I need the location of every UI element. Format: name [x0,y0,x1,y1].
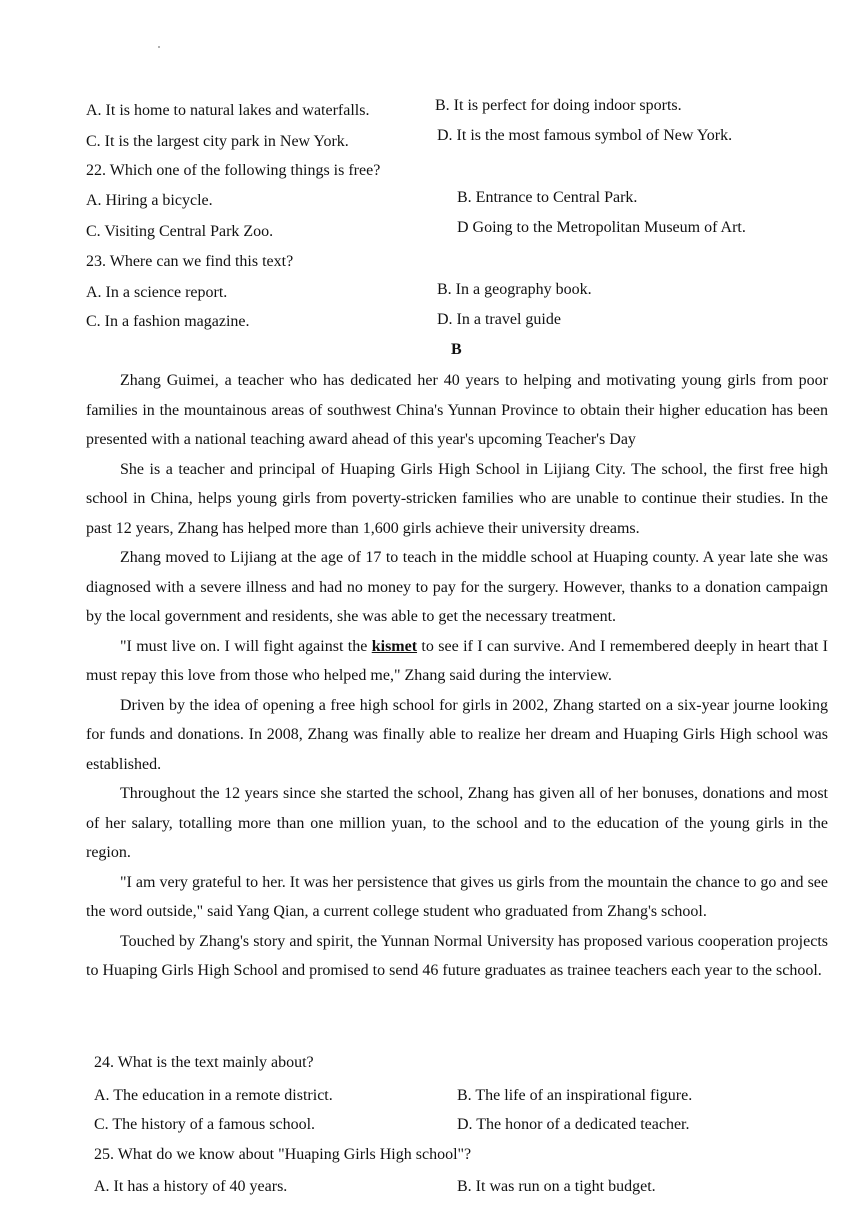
q25-option-b: B. It was run on a tight budget. [457,1178,656,1195]
scan-speck [158,46,160,48]
paragraph-4-text-end: to see if I can survive. And I remembered deeply in heart that I must repay this love from those who helped me," Zhang said during the interview. [86,637,829,684]
q24-option-c: C. The history of a famous school. [94,1116,316,1133]
passage-paragraph-3: Zhang moved to Lijiang at the age of 17 to teach in the middle school at Huaping county. A year late she was diagnosed with a severe illness and had no money to pay for the surgery. However, thanks to a donation campaign by the local government and residents, she was able to get the necessary treatment. [86,549,828,625]
q23-option-b: B. In a geography book. [437,281,592,298]
q25-option-a: A. It has a history of 40 years. [94,1178,288,1195]
q22-option-a: A. Hiring a bicycle. [86,192,213,209]
q21-option-d: D. It is the most famous symbol of New York. [437,127,733,144]
q21-option-c: C. It is the largest city park in New York. [86,133,349,150]
passage-paragraph-2: She is a teacher and principal of Huaping Girls High School in Lijiang City. The school, the first free high school in China, helps young girls from poverty-stricken families who are unable to continue their studies. In the past 12 years, Zhang has helped more than 1,600 girls achieve their university dreams. [86,460,828,537]
passage-b [86,366,828,986]
q22-question: 22. Which one of the following things is free? [86,162,381,179]
q21-option-a: A. It is home to natural lakes and waterfalls. [86,102,370,119]
q24-option-b: B. The life of an inspirational figure. [457,1087,693,1104]
passage-paragraph-5: Driven by the idea of opening a free high school for girls in 2002, Zhang started on a six-year journe looking for funds and donations. In 2008, Zhang was finally able to realize her dream and Huaping Girls High school was established. [86,696,828,773]
q24-option-d: D. The honor of a dedicated teacher. [457,1116,690,1133]
q25-question: 25. What do we know about "Huaping Girls High school"? [94,1146,472,1163]
q23-question: 23. Where can we find this text? [86,253,294,270]
passage-paragraph-7: "I am very grateful to her. It was her persistence that gives us girls from the mountain the chance to go and see the word outside," said Yang Qian, a current college student who graduated from Zhang's school. [86,873,828,920]
q22-option-d: D Going to the Metropolitan Museum of Art. [457,219,746,236]
passage-paragraph-4 [86,632,828,691]
q22-option-b: B. Entrance to Central Park. [457,189,638,206]
passage-paragraph-8: Touched by Zhang's story and spirit, the Yunnan Normal University has proposed various cooperation projects to Huaping Girls High School and promised to send 46 future graduates as trainee teachers each year to the school. [86,932,828,979]
q22-option-c: C. Visiting Central Park Zoo. [86,223,274,240]
q21-option-b: B. It is perfect for doing indoor sports. [435,97,682,114]
passage-paragraph-6: Throughout the 12 years since she started the school, Zhang has given all of her bonuses, donations and most of her salary, totalling more than one million yuan, to the school and to the education of the young girls in the region. [86,785,828,861]
q23-option-d: D. In a travel guide [437,311,561,328]
q24-question: 24. What is the text mainly about? [94,1054,314,1071]
paragraph-4-text-start: "I must live on. I will fight against the [120,637,372,655]
section-b-heading: B [451,341,462,358]
q23-option-a: A. In a science report. [86,284,228,301]
q24-option-a: A. The education in a remote district. [94,1087,333,1104]
keyword-kismet: kismet [371,637,418,655]
q23-option-c: C. In a fashion magazine. [86,313,250,330]
passage-paragraph-1: Zhang Guimei, a teacher who has dedicated her 40 years to helping and motivating young girls from poor families in the mountainous areas of southwest China's Yunnan Province to obtain their higher education has been presented with a national teaching award ahead of this year's upcoming Teacher's Day [86,372,828,448]
